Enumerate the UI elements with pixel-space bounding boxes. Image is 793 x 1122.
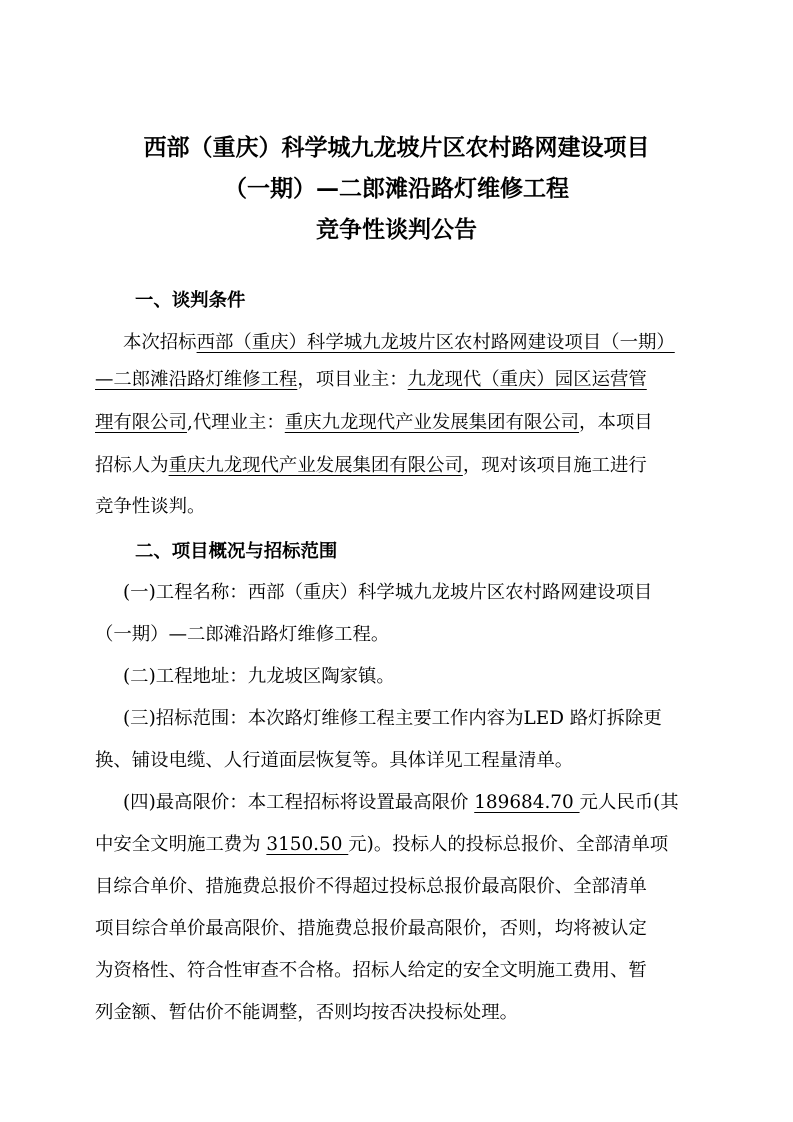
section-1-line-4	[95, 453, 647, 479]
max-price-value: 189684.70	[474, 792, 580, 813]
project-owner-underlined: 九龙现代（重庆）园区运营管	[407, 369, 647, 390]
text: ，项目业主：	[297, 369, 408, 390]
item-4-line-5: 为资格性、符合性审查不合格。招标人给定的安全文明施工费用、暂	[95, 960, 647, 981]
text: 招标人为	[95, 455, 169, 476]
item-4-line-3: 目综合单价、措施费总报价不得超过投标总报价最高限价、全部清单	[95, 876, 647, 897]
safety-fee-value: 3150.50	[266, 834, 349, 855]
section-1-line-5: 竞争性谈判。	[95, 496, 206, 517]
text: (四)最高限价：本工程招标将设置最高限价	[123, 792, 475, 813]
text: 中安全文明施工费为	[95, 834, 267, 855]
title-line-3: 竞争性谈判公告	[316, 216, 477, 243]
tenderer-underlined: 重庆九龙现代产业发展集团有限公司	[168, 455, 463, 476]
text: ，现对该项目施工进行	[462, 455, 647, 476]
section-1-line-3	[95, 410, 653, 436]
text: ，本项目	[579, 412, 653, 433]
section-1-line-2	[95, 367, 647, 393]
section-2-heading: 二、项目概况与招标范围	[135, 541, 338, 562]
text: 本次招标	[123, 332, 197, 353]
section-1-heading: 一、谈判条件	[135, 290, 246, 311]
item-4-line-6: 列金额、暂估价不能调整，否则均按否决投标处理。	[95, 1002, 518, 1023]
item-3-line-1: (三)招标范围：本次路灯维修工程主要工作内容为LED 路灯拆除更	[123, 708, 662, 729]
item-1-line-2: （一期）—二郎滩沿路灯维修工程。	[95, 624, 390, 645]
title-line-2: （一期）—二郎滩沿路灯维修工程	[224, 175, 569, 202]
item-4-line-2	[95, 832, 668, 858]
item-2: (二)工程地址：九龙坡区陶家镇。	[123, 666, 395, 687]
text: 元人民币(其	[579, 792, 679, 813]
section-1-line-1	[123, 330, 675, 356]
item-3-line-2: 换、铺设电缆、人行道面层恢复等。具体详见工程量清单。	[95, 750, 574, 771]
title-line-1: 西部（重庆）科学城九龙坡片区农村路网建设项目	[143, 134, 650, 161]
project-owner-underlined-cont: 理有限公司	[95, 412, 187, 433]
item-4-line-1	[123, 790, 679, 816]
text: ,代理业主：	[186, 412, 285, 433]
text: 元)。投标人的投标总报价、全部清单项	[348, 834, 669, 855]
project-name-underlined: 西部（重庆）科学城九龙坡片区农村路网建设项目（一期）	[196, 332, 675, 353]
project-name-underlined-cont: —二郎滩沿路灯维修工程	[95, 369, 298, 390]
agent-owner-underlined: 重庆九龙现代产业发展集团有限公司	[284, 412, 580, 433]
item-1-line-1: (一)工程名称：西部（重庆）科学城九龙坡片区农村路网建设项目	[123, 582, 653, 603]
item-4-line-4: 项目综合单价最高限价、措施费总报价最高限价，否则，均将被认定	[95, 918, 647, 939]
